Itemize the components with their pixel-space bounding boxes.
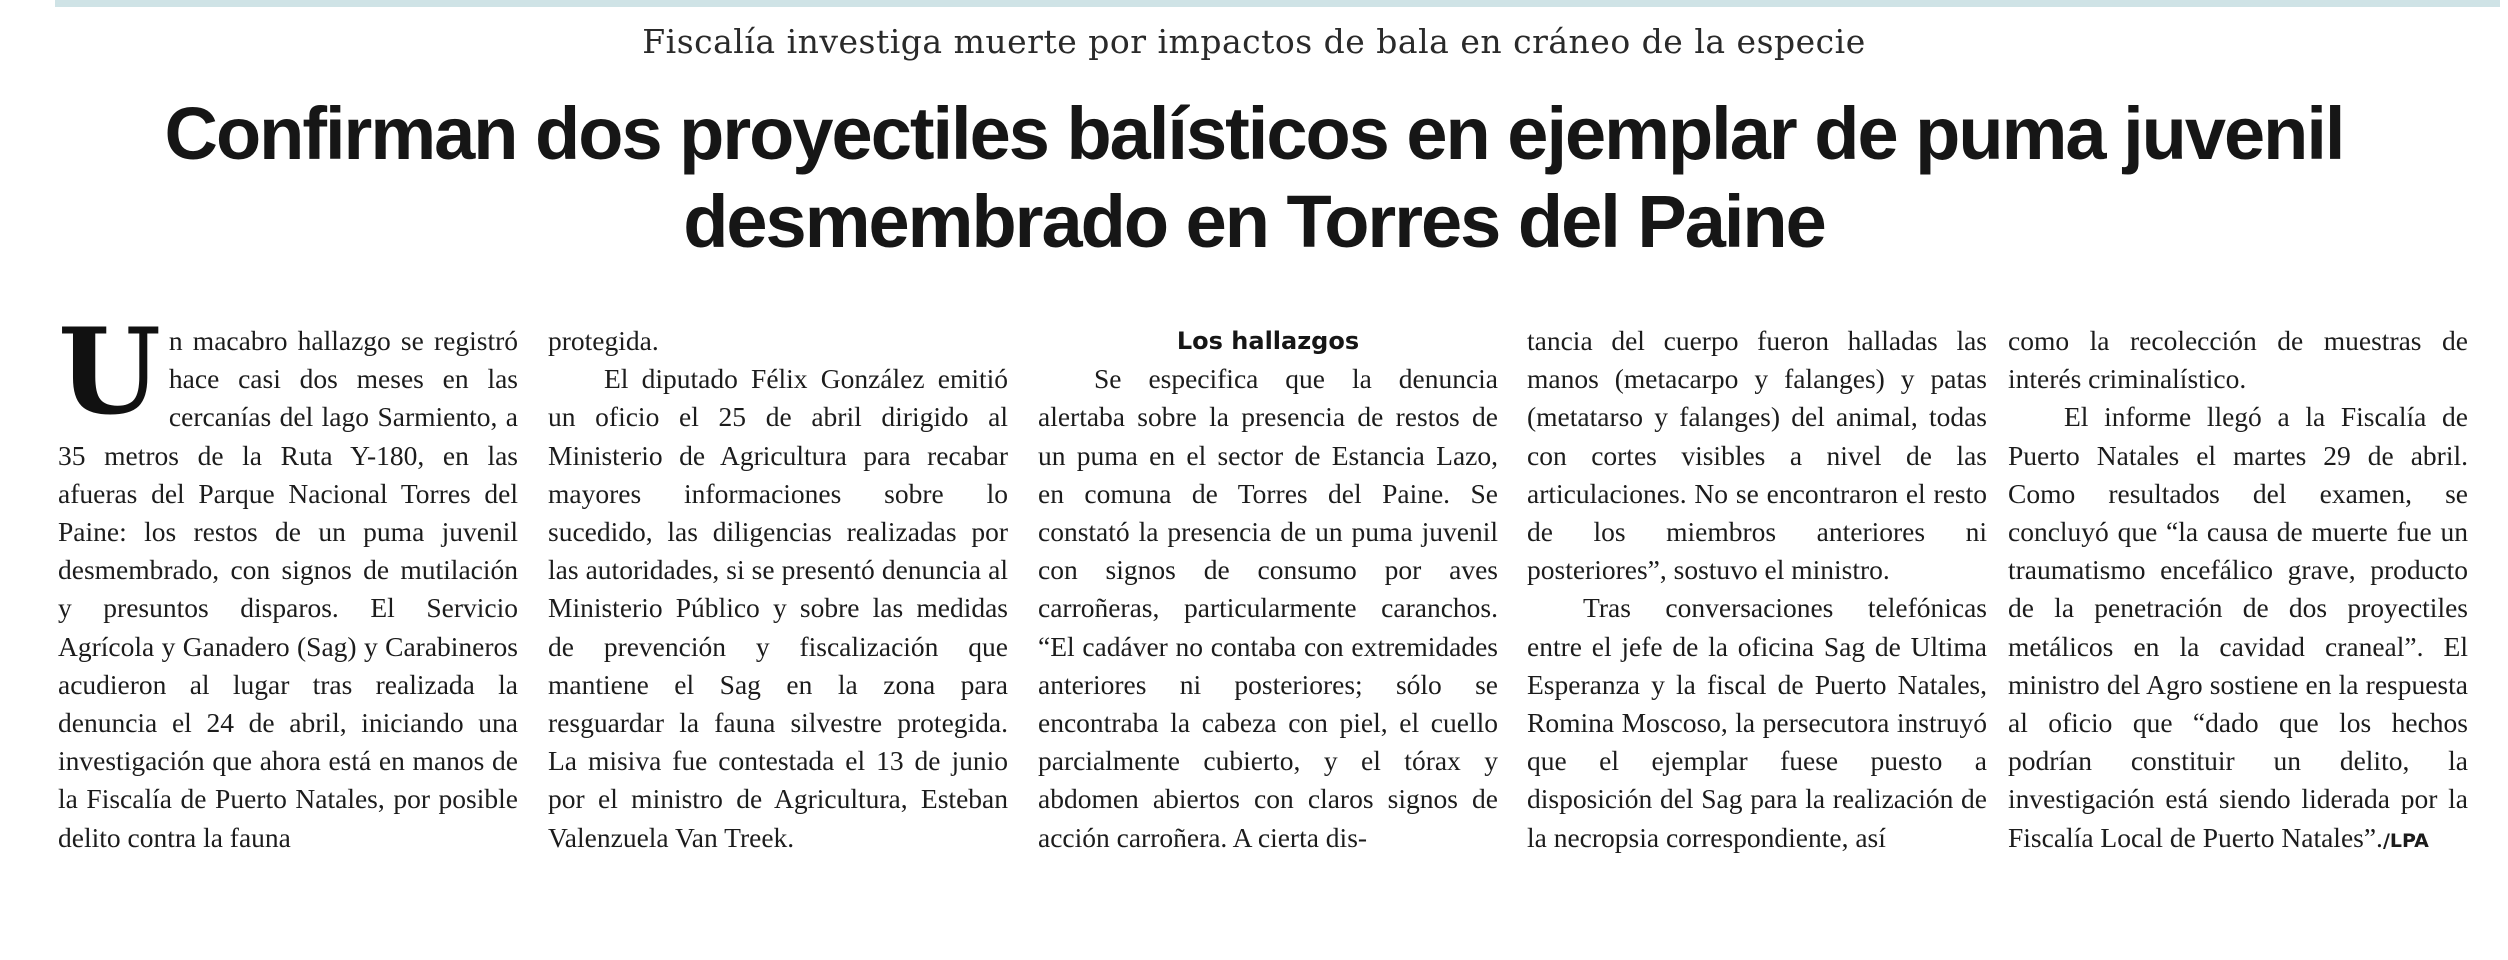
- article-kicker: Fiscalía investiga muerte por impactos de bala en cráneo de la especie: [642, 22, 1866, 61]
- drop-cap: U: [58, 322, 161, 441]
- paragraph: como la recolección de muestras de interés criminalístico.: [2008, 325, 2468, 395]
- article-column-3: [1038, 322, 1498, 958]
- paragraph: El diputado Félix González emitió un oficio el 25 de abril dirigido al Ministerio de Agricultura para recabar mayores informaciones sobre lo sucedido, las diligencias realizadas por las autoridades, si se presentó denuncia al Ministerio Público y sobre las medidas de prevención y fiscalización que mantiene el Sag en la zona para resguardar la fauna silvestre protegida. La misiva fue contestada el 13 de junio por el ministro de Agricultura, Esteban Valenzuela Van Treek.: [548, 363, 1008, 853]
- paragraph: [58, 322, 518, 857]
- paragraph-text: n macabro hallazgo se registró hace casi dos meses en las cercanías del lago Sarmiento, a 35 metros de la Ruta Y-180, en las afueras del Parque Nacional Torres del Paine: los restos de un puma juvenil desmembrado, con signos de mutilación y presuntos disparos. El Servicio Agrícola y Ganadero (Sag) y Carabineros acudieron al lugar tras realizada la denuncia el 24 de abril, iniciando una investigación que ahora está en manos de la Fiscalía de Puerto Natales, por posible delito contra la fauna: [58, 325, 518, 853]
- paragraph: protegida.: [548, 325, 659, 356]
- byline-signature: /LPA: [2382, 829, 2429, 852]
- top-rule: [55, 0, 2500, 7]
- paragraph-text: El informe llegó a la Fiscalía de Puerto Natales el martes 29 de abril. Como resultados del examen, se concluyó que “la causa de muerte fue un traumatismo encefálico grave, producto de la penetración de dos proyectiles metálicos en la cavidad craneal”. El ministro del Agro sostiene en la respuesta al oficio que “dado que los hechos podrían constituir un delito, la investigación está siendo liderada por la Fiscalía Local de Puerto Natales”.: [2008, 401, 2468, 853]
- paragraph: Se especifica que la denuncia alertaba sobre la presencia de restos de un puma en el sector de Estancia Lazo, en comuna de Torres del Paine. Se constató la presencia de un puma juvenil con signos de consumo por aves carroñeras, particularmente caranchos. “El cadáver no contaba con extremidades anteriores ni posteriores; sólo se encontraba la cabeza con piel, el cuello parcialmente cubierto, y el tórax y abdomen abiertos con claros signos de acción carroñera. A cierta dis-: [1038, 363, 1498, 853]
- article-column-2: [548, 322, 1008, 958]
- paragraph: Tras conversaciones telefónicas entre el jefe de la oficina Sag de Ultima Esperanza y la fiscal de Puerto Natales, Romina Moscoso, la persecutora instruyó que el ejemplar fuese puesto a disposición del Sag para la realización de la necropsia correspondiente, así: [1527, 592, 1987, 853]
- paragraph: tancia del cuerpo fueron halladas las manos (metacarpo y falanges) y patas (metatarso y falanges) del animal, todas con cortes visibles a nivel de las articulaciones. No se encontraron el resto de los miembros anteriores ni posteriores”, sostuvo el ministro.: [1527, 325, 1987, 586]
- article-column-1: [58, 322, 518, 958]
- article-column-5: [2008, 322, 2468, 958]
- section-subhead: Los hallazgos: [1176, 327, 1360, 355]
- article-column-4: [1527, 322, 1987, 958]
- paragraph: [2008, 398, 2468, 859]
- article-headline: Confirman dos proyectiles balísticos en ejemplar de puma juvenil desmembrado en Torres del Paine: [164, 92, 2344, 263]
